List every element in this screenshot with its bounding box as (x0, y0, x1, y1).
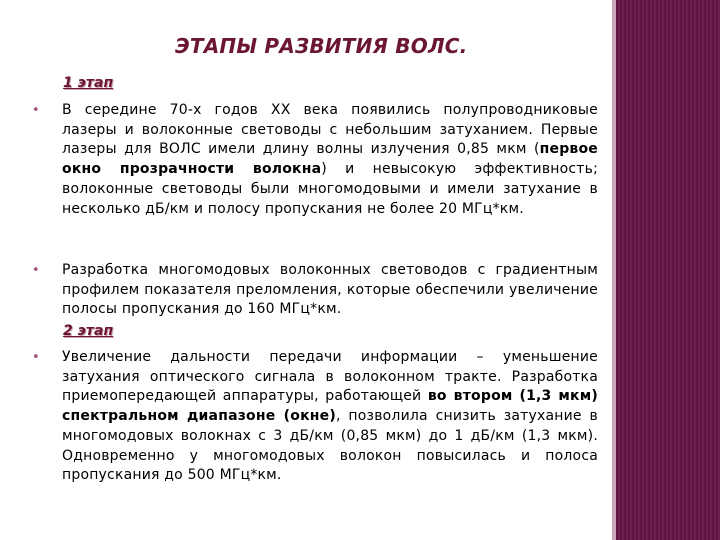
bullet-text: В середине 70-х годов XX века появились полупроводниковые лазеры и волоконные световоды с небольшим затуханием. Первые лазеры для ВОЛС имели длину волны излучения 0,85 мкм ( (62, 102, 598, 158)
stage-1-bullet-2: • Разработка многомодовых волоконных световодов с градиентным профилем показателя преломления, которые обеспечили увеличение полосы пропускания до 160 МГц*км. (62, 261, 598, 320)
stage-2-bullet-1 (62, 348, 598, 486)
stage-2-heading: 2 этап (63, 323, 114, 339)
bullet-text: ) и невысокую эффективность; волоконные световоды были многомодовыми и имели затухание в несколько дБ/км и полосу пропускания не более 20 МГц*км. (62, 161, 599, 217)
bullet-bold-text: первое окно прозрачности волокна (62, 141, 598, 178)
bullet-text: Увеличение дальности передачи информации – уменьшение затухания оптического сигнала в волоконном тракте. Разработка приемопередающей аппаратуры, работающей (62, 349, 598, 405)
stage-1-heading: 1 этап (63, 75, 114, 91)
slide-title: ЭТАПЫ РАЗВИТИЯ ВОЛС. (175, 34, 468, 58)
stage-1-bullet-1 (62, 101, 598, 219)
decorative-sidebar (612, 0, 720, 540)
sidebar-edge (612, 0, 616, 540)
bullet-text: , позволила снизить затухание в многомодовых волокнах с 3 дБ/км (0,85 мкм) до 1 дБ/км (1,3 мкм). Одновременно у многомодовых волокон повысилась и полоса пропускания до 500 МГц*км. (62, 408, 598, 484)
bullet-bold-text: во втором (1,3 мкм) спектральном диапазоне (окне) (62, 388, 598, 425)
